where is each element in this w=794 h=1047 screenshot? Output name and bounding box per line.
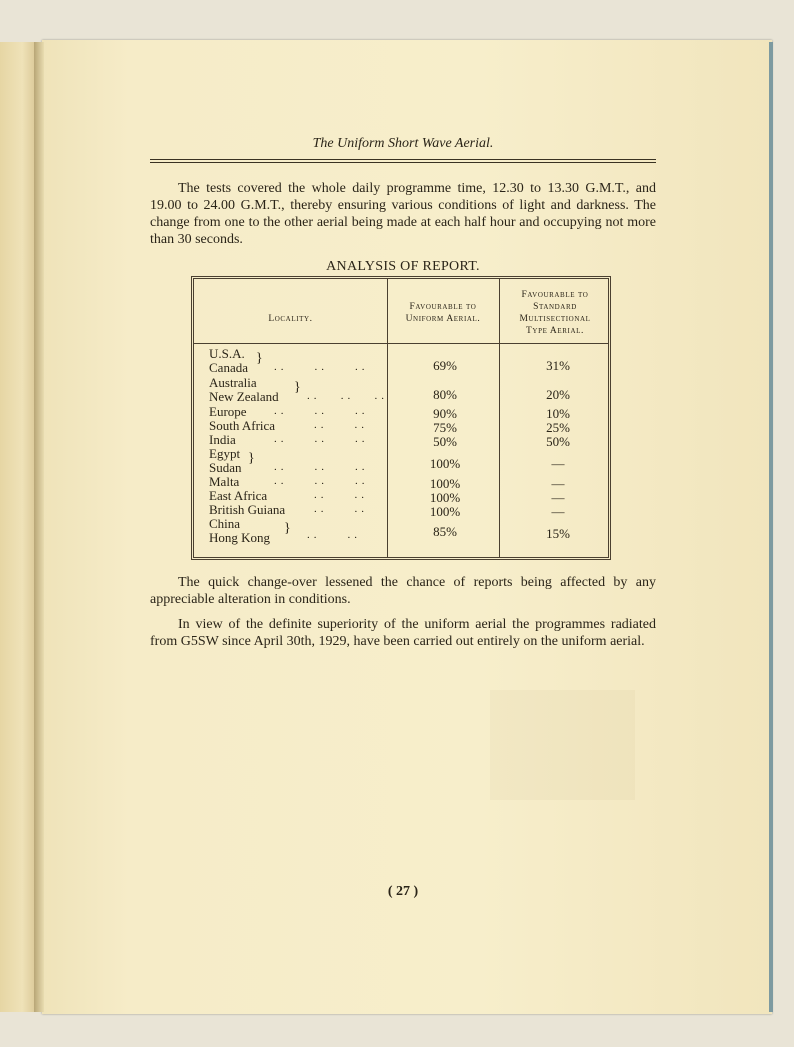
standard-value: — [551, 456, 565, 471]
uniform-value: 100% [429, 490, 461, 505]
header-standard-line3: Multisectional [519, 314, 591, 324]
locality-line2: Hong Kong [209, 530, 271, 545]
locality-cell: Europe [209, 404, 247, 419]
header-uniform [387, 301, 499, 325]
locality-line1: China [209, 516, 241, 531]
standard-value: 20% [546, 387, 570, 402]
header-locality: Locality. [268, 314, 313, 324]
header-standard [499, 289, 611, 337]
show-through-mark [490, 690, 635, 800]
header-standard-line2: Standard [533, 302, 577, 312]
uniform-value: 85% [433, 524, 457, 539]
uniform-value: 75% [433, 420, 457, 435]
analysis-table [191, 276, 611, 560]
uniform-value: 100% [429, 456, 461, 471]
leader-dots: .. .. .. [307, 390, 388, 402]
standard-value: 50% [546, 434, 570, 449]
grouping-brace: } [284, 521, 291, 536]
uniform-value: 80% [433, 387, 457, 402]
leader-dots: .. .. .. [274, 361, 369, 373]
change-over-paragraph [150, 574, 656, 608]
header-rule-top [150, 159, 656, 160]
locality-cell [209, 347, 248, 375]
locality-cell: East Africa [209, 488, 268, 503]
leader-dots: .. .. [314, 503, 368, 515]
standard-value: — [551, 490, 565, 505]
uniform-value: 69% [433, 358, 457, 373]
header-rule-bottom [150, 162, 656, 163]
intro-paragraph [150, 180, 656, 248]
leader-dots: .. .. .. [274, 461, 369, 473]
header-standard-line1: Favourable to [521, 290, 589, 300]
locality-cell [209, 447, 242, 475]
leader-dots: .. .. .. [274, 475, 369, 487]
leader-dots: .. .. .. [274, 405, 369, 417]
uniform-value: 100% [429, 476, 461, 491]
change-over-text: The quick change-over lessened the chance of reports being affected by any appreciable alteration in conditions. [150, 575, 656, 607]
conclusion-paragraph [150, 616, 656, 650]
leader-dots: .. .. [314, 419, 368, 431]
intro-text: The tests covered the whole daily programme time, 12.30 to 13.30 G.M.T., and 19.00 to 24.00 G.M.T., thereby ensuring various conditions of light and darkness. The change from one to the other aerial being made at each half hour and occupying not more than 30 seconds. [150, 181, 656, 247]
page-gutter [34, 42, 44, 1012]
grouping-brace: } [248, 451, 255, 466]
standard-value: 10% [546, 406, 570, 421]
header-standard-line4: Type Aerial. [526, 326, 584, 336]
locality-line1: Egypt [209, 446, 241, 461]
locality-line2: New Zealand [209, 389, 279, 404]
locality-line2: Sudan [209, 460, 242, 475]
leader-dots: .. .. .. [274, 433, 369, 445]
uniform-value: 100% [429, 504, 461, 519]
grouping-brace: } [256, 351, 263, 366]
locality-line2: Canada [209, 360, 248, 375]
locality-cell [209, 376, 279, 404]
header-uniform-line2: Uniform Aerial. [405, 314, 481, 324]
locality-cell: British Guiana [209, 502, 286, 517]
running-title: The Uniform Short Wave Aerial. [312, 136, 494, 151]
uniform-value: 90% [433, 406, 457, 421]
facing-page-edge [0, 42, 38, 1012]
locality-cell [209, 517, 270, 545]
uniform-value: 50% [433, 434, 457, 449]
standard-value: 15% [546, 526, 570, 541]
header-uniform-line1: Favourable to [409, 302, 477, 312]
standard-value: 25% [546, 420, 570, 435]
conclusion-text: In view of the definite superiority of the uniform aerial the programmes radiated from G5SW since April 30th, 1929, have been carried out entirely on the uniform aerial. [150, 617, 656, 649]
header-divider [194, 343, 608, 344]
table-title: ANALYSIS OF REPORT. [326, 259, 480, 274]
page-number: ( 27 ) [387, 884, 419, 899]
locality-line1: Australia [209, 375, 257, 390]
leader-dots: .. .. [314, 489, 368, 501]
grouping-brace: } [294, 380, 301, 395]
locality-cell: South Africa [209, 418, 276, 433]
standard-value: — [551, 504, 565, 519]
cover-edge [769, 42, 773, 1012]
standard-value: 31% [546, 358, 570, 373]
locality-cell: India [209, 432, 236, 447]
standard-value: — [551, 476, 565, 491]
locality-line1: U.S.A. [209, 346, 245, 361]
locality-cell: Malta [209, 474, 240, 489]
leader-dots: .. .. [307, 529, 361, 541]
